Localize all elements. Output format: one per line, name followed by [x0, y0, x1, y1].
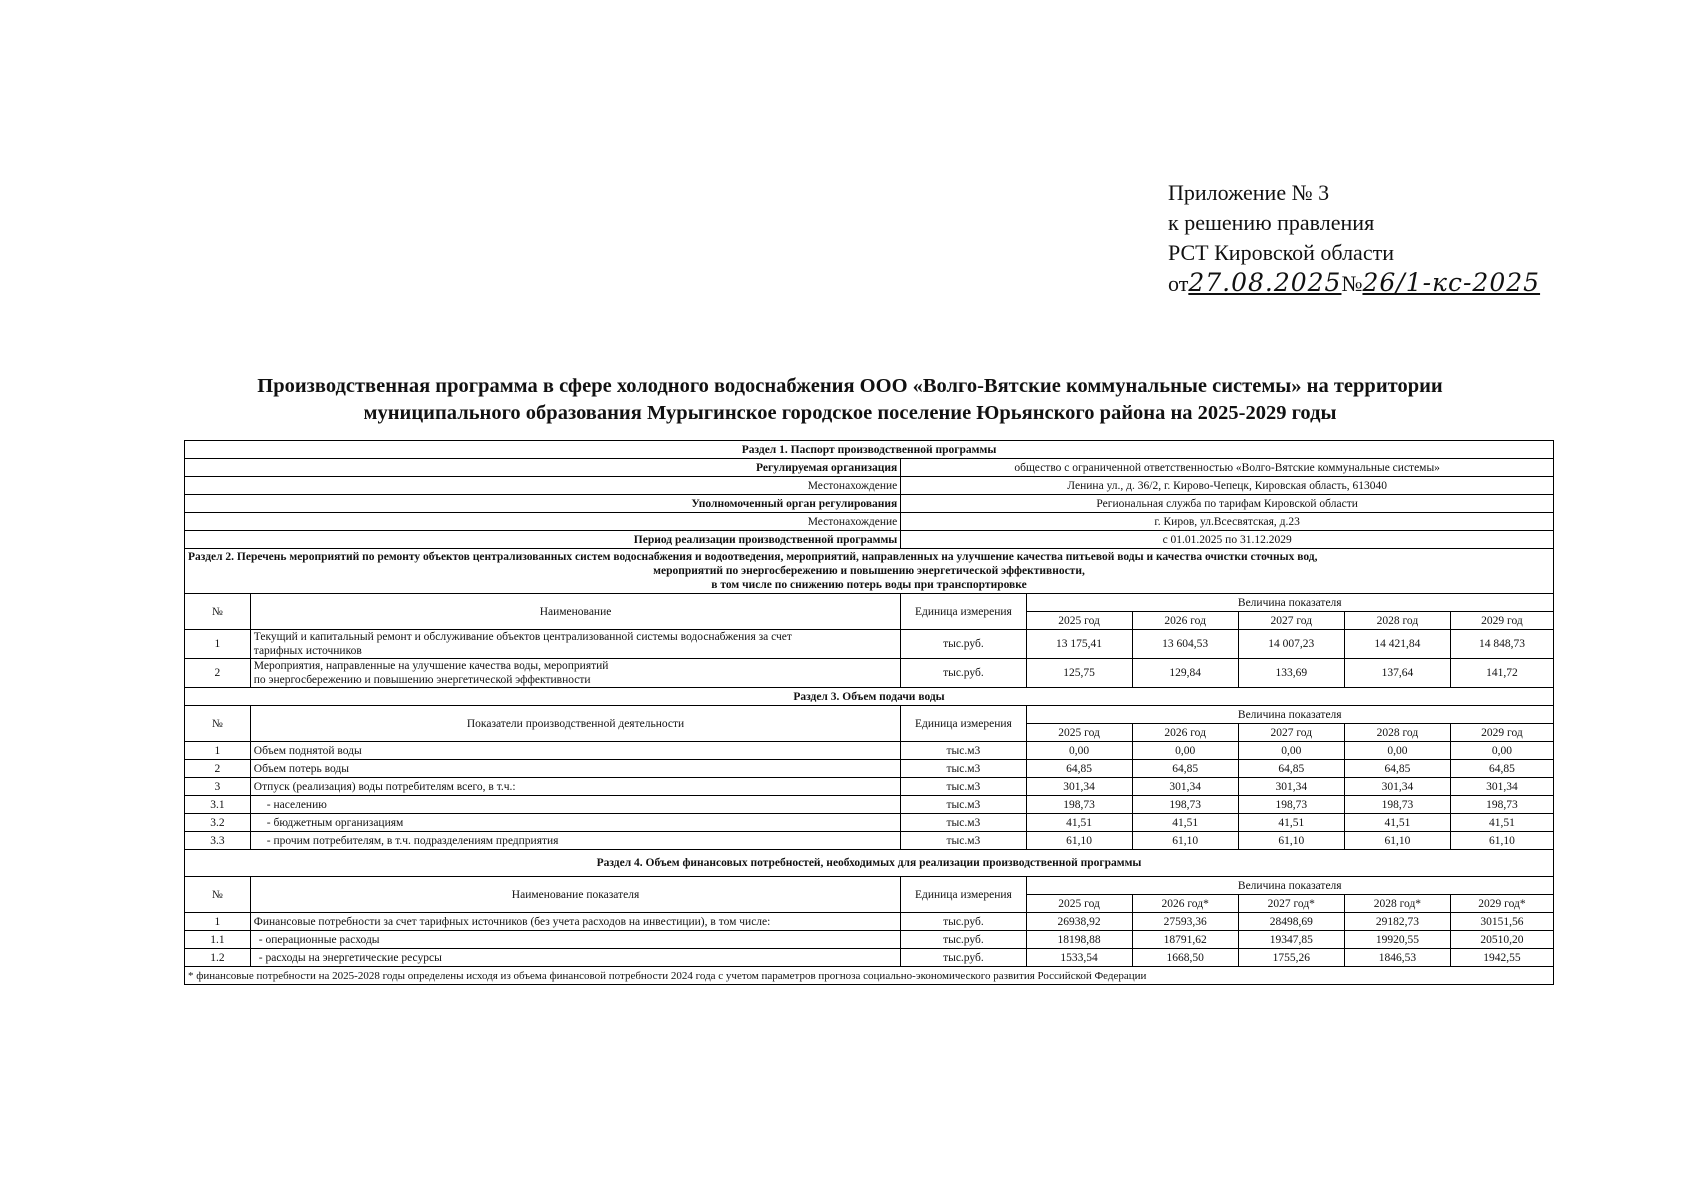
year-header: 2025 год	[1026, 724, 1132, 742]
row-name-line-2: тарифных источников	[253, 645, 362, 657]
table-row	[185, 913, 1554, 931]
table-row	[185, 760, 1554, 778]
table-row	[185, 778, 1554, 796]
year-header: 2025 год	[1026, 612, 1132, 630]
year-header: 2028 год*	[1344, 895, 1450, 913]
passport-value: г. Киров, ул.Всесвятская, д.23	[901, 513, 1554, 531]
appendix-authority: РСТ Кировской области	[1168, 240, 1394, 265]
row-value: 28498,69	[1238, 913, 1344, 931]
row-name: - расходы на энергетические ресурсы	[250, 949, 901, 967]
row-value: 129,84	[1132, 659, 1238, 688]
row-value: 64,85	[1132, 760, 1238, 778]
row-value: 14 007,23	[1238, 630, 1344, 659]
row-unit: тыс.руб.	[901, 931, 1026, 949]
row-value: 61,10	[1344, 832, 1450, 850]
row-value: 1668,50	[1132, 949, 1238, 967]
passport-label: Местонахождение	[185, 513, 901, 531]
row-unit: тыс.м3	[901, 796, 1026, 814]
row-value: 301,34	[1344, 778, 1450, 796]
year-header: 2026 год	[1132, 612, 1238, 630]
program-table	[184, 440, 1554, 985]
row-name: - бюджетным организациям	[250, 814, 901, 832]
number-prefix: №	[1341, 271, 1363, 296]
table-row	[185, 630, 1554, 659]
table-row	[185, 796, 1554, 814]
row-value: 13 604,53	[1132, 630, 1238, 659]
row-unit: тыс.руб.	[901, 913, 1026, 931]
col-header-no: №	[185, 877, 251, 913]
row-value: 27593,36	[1132, 913, 1238, 931]
row-value: 61,10	[1026, 832, 1132, 850]
row-number: 2	[185, 659, 251, 688]
row-value: 198,73	[1450, 796, 1553, 814]
section2-heading	[185, 549, 1554, 594]
row-name	[250, 630, 901, 659]
passport-label: Местонахождение	[185, 477, 901, 495]
row-value: 20510,20	[1450, 931, 1553, 949]
row-value: 61,10	[1238, 832, 1344, 850]
row-number: 1	[185, 913, 251, 931]
row-unit: тыс.м3	[901, 832, 1026, 850]
row-value: 1533,54	[1026, 949, 1132, 967]
col-header-unit: Единица измерения	[901, 877, 1026, 913]
table-row	[185, 659, 1554, 688]
passport-label: Уполномоченный орган регулирования	[185, 495, 901, 513]
row-value: 301,34	[1132, 778, 1238, 796]
year-header: 2027 год*	[1238, 895, 1344, 913]
row-value: 14 848,73	[1450, 630, 1553, 659]
section2-heading-line-1: Раздел 2. Перечень мероприятий по ремонту объектов централизованных систем водоснабжения и водоотведения, мероприятий, направленных на улучшение качества питьевой воды и качества очистки сточных вод,	[188, 551, 1318, 563]
appendix-decision: к решению правления	[1168, 210, 1375, 235]
date-prefix: от	[1168, 271, 1189, 296]
col-header-value: Величина показателя	[1026, 594, 1554, 612]
row-value: 0,00	[1026, 742, 1132, 760]
passport-label: Регулируемая организация	[185, 459, 901, 477]
row-value: 198,73	[1238, 796, 1344, 814]
footnote-row	[185, 967, 1554, 985]
row-unit: тыс.м3	[901, 778, 1026, 796]
row-number: 3.1	[185, 796, 251, 814]
table-row	[185, 931, 1554, 949]
passport-row	[185, 531, 1554, 549]
passport-value: с 01.01.2025 по 31.12.2029	[901, 531, 1554, 549]
row-number: 3.2	[185, 814, 251, 832]
title-line-2: муниципального образования Мурыгинское городское поселение Юрьянского района на 2025-2029 годы	[363, 402, 1337, 424]
row-value: 1846,53	[1344, 949, 1450, 967]
row-value: 41,51	[1344, 814, 1450, 832]
row-value: 301,34	[1026, 778, 1132, 796]
row-value: 61,10	[1132, 832, 1238, 850]
year-header: 2025 год	[1026, 895, 1132, 913]
row-name: Финансовые потребности за счет тарифных источников (без учета расходов на инвестиции), в том числе:	[250, 913, 901, 931]
col-header-no: №	[185, 594, 251, 630]
col-header-unit: Единица измерения	[901, 594, 1026, 630]
year-header: 2029 год	[1450, 612, 1553, 630]
row-value: 0,00	[1238, 742, 1344, 760]
row-value: 64,85	[1026, 760, 1132, 778]
footnote: * финансовые потребности на 2025-2028 годы определены исходя из объема финансовой потребности 2024 года с учетом параметров прогноза социально-экономического развития Российской Федерации	[185, 967, 1554, 985]
row-value: 41,51	[1450, 814, 1553, 832]
col-header-name: Наименование показателя	[250, 877, 901, 913]
appendix-date-line	[1168, 268, 1540, 299]
table-row	[185, 832, 1554, 850]
row-name	[250, 659, 901, 688]
decision-number: 26/1-кс-2025	[1362, 268, 1541, 297]
passport-row	[185, 477, 1554, 495]
row-value: 14 421,84	[1344, 630, 1450, 659]
year-header: 2026 год	[1132, 724, 1238, 742]
row-value: 13 175,41	[1026, 630, 1132, 659]
passport-value: Ленина ул., д. 36/2, г. Кирово-Чепецк, Кировская область, 613040	[901, 477, 1554, 495]
year-header: 2027 год	[1238, 612, 1344, 630]
row-unit: тыс.м3	[901, 742, 1026, 760]
row-value: 41,51	[1132, 814, 1238, 832]
row-unit: тыс.м3	[901, 760, 1026, 778]
appendix-number: Приложение № 3	[1168, 180, 1330, 205]
row-value: 41,51	[1026, 814, 1132, 832]
row-number: 1.1	[185, 931, 251, 949]
row-value: 61,10	[1450, 832, 1553, 850]
title-line-1: Производственная программа в сфере холодного водоснабжения ООО «Волго-Вятские коммунальные системы» на территории	[257, 375, 1443, 397]
row-value: 301,34	[1238, 778, 1344, 796]
row-name: - населению	[250, 796, 901, 814]
row-value: 18791,62	[1132, 931, 1238, 949]
decision-date: 27.08.2025	[1188, 268, 1342, 297]
passport-value: Региональная служба по тарифам Кировской области	[901, 495, 1554, 513]
row-unit: тыс.м3	[901, 814, 1026, 832]
col-header-value: Величина показателя	[1026, 706, 1554, 724]
row-value: 133,69	[1238, 659, 1344, 688]
row-value: 29182,73	[1344, 913, 1450, 931]
section2-heading-line-2: мероприятий по энергосбережению и повышению энергетической эффективности,	[653, 565, 1085, 577]
row-unit: тыс.руб.	[901, 949, 1026, 967]
col-header-unit: Единица измерения	[901, 706, 1026, 742]
row-value: 64,85	[1238, 760, 1344, 778]
section4-heading: Раздел 4. Объем финансовых потребностей, необходимых для реализации производственной программы	[185, 850, 1554, 877]
row-number: 3	[185, 778, 251, 796]
row-value: 301,34	[1450, 778, 1553, 796]
col-header-name: Показатели производственной деятельности	[250, 706, 901, 742]
row-value: 26938,92	[1026, 913, 1132, 931]
row-unit: тыс.руб.	[901, 630, 1026, 659]
row-number: 1	[185, 742, 251, 760]
row-value: 1942,55	[1450, 949, 1553, 967]
passport-row	[185, 495, 1554, 513]
section3-heading: Раздел 3. Объем подачи воды	[185, 688, 1554, 706]
row-name-line-1: Текущий и капитальный ремонт и обслуживание объектов централизованной системы водоснабжения за счет	[253, 631, 792, 643]
row-value: 125,75	[1026, 659, 1132, 688]
row-value: 0,00	[1132, 742, 1238, 760]
row-value: 30151,56	[1450, 913, 1553, 931]
row-value: 198,73	[1026, 796, 1132, 814]
row-value: 0,00	[1344, 742, 1450, 760]
row-value: 18198,88	[1026, 931, 1132, 949]
row-value: 1755,26	[1238, 949, 1344, 967]
col-header-value: Величина показателя	[1026, 877, 1554, 895]
row-name: Объем потерь воды	[250, 760, 901, 778]
row-unit: тыс.руб.	[901, 659, 1026, 688]
row-name: Объем поднятой воды	[250, 742, 901, 760]
row-value: 64,85	[1344, 760, 1450, 778]
year-header: 2029 год*	[1450, 895, 1553, 913]
row-number: 2	[185, 760, 251, 778]
col-header-name: Наименование	[250, 594, 901, 630]
table-row	[185, 949, 1554, 967]
row-name: Отпуск (реализация) воды потребителям всего, в т.ч.:	[250, 778, 901, 796]
row-value: 41,51	[1238, 814, 1344, 832]
row-value: 0,00	[1450, 742, 1553, 760]
passport-value: общество с ограниченной ответственностью «Волго-Вятские коммунальные системы»	[901, 459, 1554, 477]
row-name-line-1: Мероприятия, направленные на улучшение качества воды, мероприятий	[253, 660, 609, 672]
passport-row	[185, 459, 1554, 477]
year-header: 2026 год*	[1132, 895, 1238, 913]
section1-heading: Раздел 1. Паспорт производственной программы	[185, 441, 1554, 459]
row-number: 3.3	[185, 832, 251, 850]
table-row	[185, 814, 1554, 832]
row-value: 198,73	[1132, 796, 1238, 814]
row-value: 64,85	[1450, 760, 1553, 778]
row-number: 1.2	[185, 949, 251, 967]
row-value: 137,64	[1344, 659, 1450, 688]
section2-heading-line-3: в том числе по снижению потерь воды при транспортировке	[711, 579, 1027, 591]
row-name: - операционные расходы	[250, 931, 901, 949]
row-value: 19920,55	[1344, 931, 1450, 949]
row-number: 1	[185, 630, 251, 659]
appendix-block	[1168, 178, 1540, 299]
year-header: 2027 год	[1238, 724, 1344, 742]
table-row	[185, 742, 1554, 760]
year-header: 2029 год	[1450, 724, 1553, 742]
year-header: 2028 год	[1344, 612, 1450, 630]
row-name: - прочим потребителям, в т.ч. подразделениям предприятия	[250, 832, 901, 850]
passport-row	[185, 513, 1554, 531]
document-title	[180, 373, 1520, 427]
row-value: 141,72	[1450, 659, 1553, 688]
passport-label: Период реализации производственной программы	[185, 531, 901, 549]
year-header: 2028 год	[1344, 724, 1450, 742]
row-value: 19347,85	[1238, 931, 1344, 949]
row-name-line-2: по энергосбережению и повышению энергетической эффективности	[253, 674, 591, 686]
row-value: 198,73	[1344, 796, 1450, 814]
col-header-no: №	[185, 706, 251, 742]
